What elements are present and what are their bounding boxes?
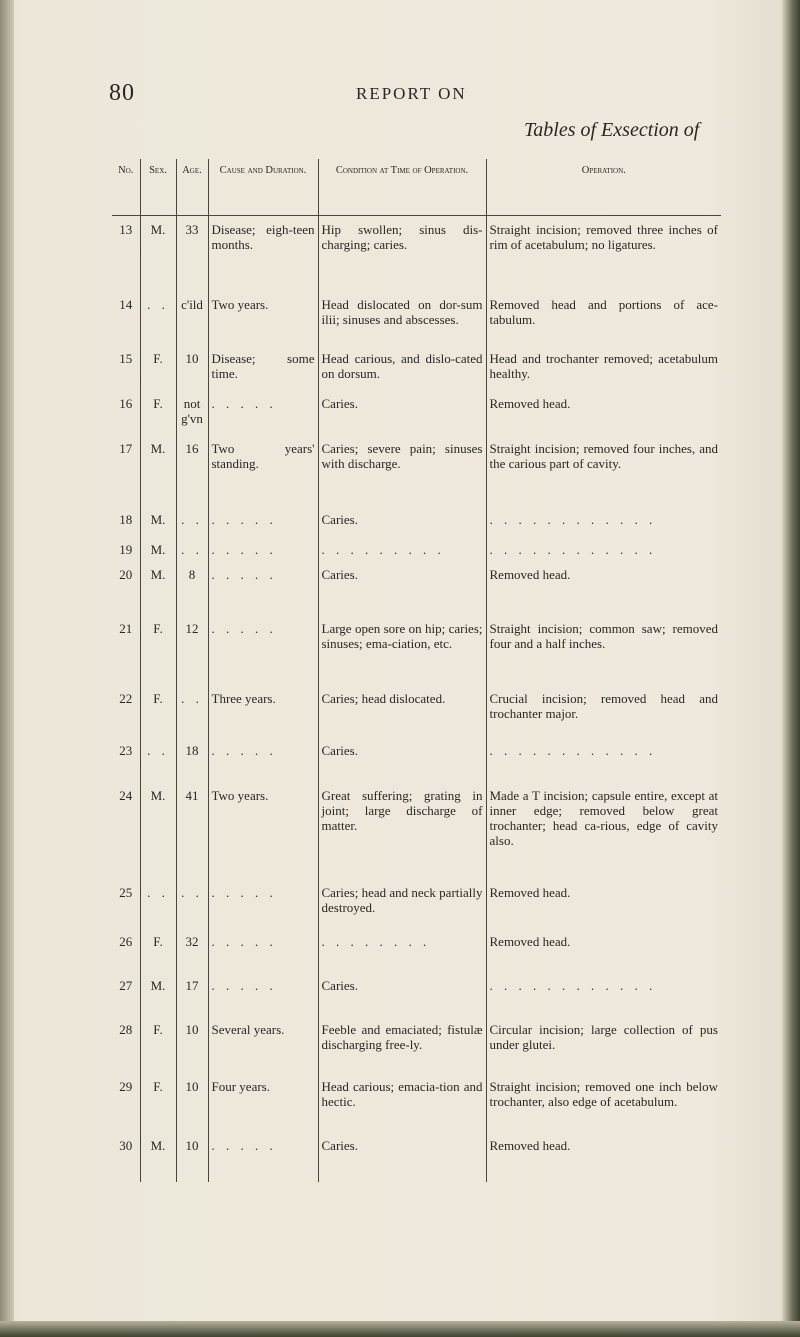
case-number: 28 [119, 1021, 133, 1037]
table-row [112, 685, 721, 737]
case-age: . . [176, 685, 208, 737]
running-head: REPORT ON [356, 84, 467, 103]
header-sex: Sex. [140, 159, 176, 216]
case-age: 12 [176, 615, 208, 685]
table-row [112, 345, 721, 390]
page-bottom-edge [0, 1321, 800, 1337]
exsection-cases-table [112, 159, 721, 1182]
table-row [112, 972, 721, 1016]
case-age: 18 [176, 737, 208, 782]
table-row [112, 737, 721, 782]
case-number: 20 [119, 566, 133, 582]
case-operation: Straight incision; removed three inches of rim of acetabulum; no ligatures. [486, 216, 721, 291]
case-age: 10 [176, 345, 208, 390]
case-cause-duration: . . . . . [208, 536, 318, 561]
case-condition: Caries. [318, 737, 486, 782]
case-sex: M. [140, 561, 176, 615]
case-sex: F. [140, 390, 176, 435]
page-right-edge [782, 0, 800, 1337]
case-operation: . . . . . . . . . . . . [486, 506, 721, 536]
case-age: . . [176, 536, 208, 561]
case-condition: Large open sore on hip; caries; sinuses; ema-ciation, etc. [318, 615, 486, 685]
case-condition: Feeble and emaciated; fistulæ discharging free-ly. [318, 1016, 486, 1073]
case-age: . . [176, 879, 208, 928]
case-number: 30 [119, 1137, 133, 1153]
case-age: 41 [176, 782, 208, 879]
case-age: not g'vn [176, 390, 208, 435]
case-condition: Caries; head dislocated. [318, 685, 486, 737]
case-condition: Hip swollen; sinus dis-charging; caries. [318, 216, 486, 291]
case-condition: Caries. [318, 390, 486, 435]
case-operation: Removed head. [486, 879, 721, 928]
case-sex: F. [140, 685, 176, 737]
case-age: 33 [176, 216, 208, 291]
page-number: 80 [109, 80, 135, 106]
case-sex: M. [140, 1132, 176, 1182]
case-number: 13 [119, 222, 133, 237]
header-operation: Operation. [486, 159, 721, 216]
case-number: 15 [119, 350, 133, 366]
table-row [112, 291, 721, 345]
table-row [112, 536, 721, 561]
case-sex: M. [140, 536, 176, 561]
case-cause-duration: . . . . . [208, 561, 318, 615]
case-age: 32 [176, 928, 208, 972]
case-number: 14 [119, 296, 133, 312]
case-sex: M. [140, 782, 176, 879]
case-operation: Removed head and portions of ace-tabulum. [486, 291, 721, 345]
case-operation: . . . . . . . . . . . . [486, 536, 721, 561]
table-row [112, 782, 721, 879]
case-age: 10 [176, 1016, 208, 1073]
case-sex: F. [140, 345, 176, 390]
table-header-row [112, 159, 721, 216]
book-spine-shadow [0, 0, 14, 1337]
table-row [112, 561, 721, 615]
case-operation: Circular incision; large collection of pus under glutei. [486, 1016, 721, 1073]
case-sex: . . [140, 879, 176, 928]
case-age: 16 [176, 435, 208, 506]
case-condition: Caries; severe pain; sinuses with discharge. [318, 435, 486, 506]
case-operation: . . . . . . . . . . . . [486, 972, 721, 1016]
case-operation: Straight incision; common saw; removed four and a half inches. [486, 615, 721, 685]
case-sex: . . [140, 291, 176, 345]
case-number: 19 [119, 541, 133, 557]
table-row [112, 1132, 721, 1182]
table-row [112, 615, 721, 685]
case-age: c'ild [176, 291, 208, 345]
case-sex: F. [140, 928, 176, 972]
table-row [112, 435, 721, 506]
case-sex: F. [140, 615, 176, 685]
table-row [112, 1016, 721, 1073]
case-operation: Straight incision; removed one inch below trochanter, also edge of acetabulum. [486, 1073, 721, 1132]
case-operation: Removed head. [486, 390, 721, 435]
header-no: No. [112, 159, 140, 216]
case-condition: Caries. [318, 506, 486, 536]
case-sex: F. [140, 1073, 176, 1132]
case-cause-duration: Three years. [208, 685, 318, 737]
case-cause-duration: Several years. [208, 1016, 318, 1073]
case-operation: Removed head. [486, 561, 721, 615]
case-sex: M. [140, 435, 176, 506]
case-condition: Caries. [318, 972, 486, 1016]
case-operation: . . . . . . . . . . . . [486, 737, 721, 782]
case-cause-duration: Two years' standing. [208, 435, 318, 506]
case-condition: Caries. [318, 561, 486, 615]
case-age: 17 [176, 972, 208, 1016]
case-operation: Crucial incision; removed head and trochanter major. [486, 685, 721, 737]
header-condition: Condition at Time of Operation. [318, 159, 486, 216]
case-number: 29 [119, 1078, 133, 1094]
case-condition: Head dislocated on dor-sum ilii; sinuses and abscesses. [318, 291, 486, 345]
case-number: 21 [119, 620, 133, 636]
table-subtitle: Tables of Exsection of [524, 119, 700, 141]
case-age: 10 [176, 1132, 208, 1182]
case-cause-duration: . . . . . [208, 879, 318, 928]
table-row [112, 928, 721, 972]
case-cause-duration: . . . . . [208, 390, 318, 435]
case-age: 8 [176, 561, 208, 615]
case-cause-duration: Two years. [208, 782, 318, 879]
table-row [112, 216, 721, 291]
header-cause-duration: Cause and Duration. [208, 159, 318, 216]
case-cause-duration: Disease; some time. [208, 345, 318, 390]
table-row [112, 390, 721, 435]
case-operation: Removed head. [486, 1132, 721, 1182]
case-condition: Great suffering; grating in joint; large discharge of matter. [318, 782, 486, 879]
case-number: 27 [119, 977, 133, 993]
case-number: 26 [119, 933, 133, 949]
case-condition: . . . . . . . . . [318, 536, 486, 561]
table-row [112, 1073, 721, 1132]
case-sex: . . [140, 737, 176, 782]
case-condition: Head carious, and dislo-cated on dorsum. [318, 345, 486, 390]
case-number: 17 [119, 440, 133, 456]
case-cause-duration: Four years. [208, 1073, 318, 1132]
case-cause-duration: . . . . . [208, 1132, 318, 1182]
case-operation: Removed head. [486, 928, 721, 972]
case-cause-duration: . . . . . [208, 928, 318, 972]
case-sex: F. [140, 1016, 176, 1073]
case-age: . . [176, 506, 208, 536]
table-row [112, 506, 721, 536]
case-cause-duration: . . . . . [208, 972, 318, 1016]
case-sex: M. [140, 216, 176, 291]
table-row [112, 879, 721, 928]
case-number: 25 [119, 884, 133, 900]
case-number: 24 [119, 787, 133, 803]
case-operation: Straight incision; removed four inches, and the carious part of cavity. [486, 435, 721, 506]
case-sex: M. [140, 506, 176, 536]
case-cause-duration: . . . . . [208, 615, 318, 685]
case-sex: M. [140, 972, 176, 1016]
case-condition: . . . . . . . . [318, 928, 486, 972]
case-condition: Head carious; emacia-tion and hectic. [318, 1073, 486, 1132]
case-operation: Head and trochanter removed; acetabulum healthy. [486, 345, 721, 390]
case-number: 23 [119, 742, 133, 758]
case-operation: Made a T incision; capsule entire, except at inner edge; removed below great trochanter; head ca-rious, edge of cavity also. [486, 782, 721, 879]
case-age: 10 [176, 1073, 208, 1132]
case-condition: Caries; head and neck partially destroyed. [318, 879, 486, 928]
case-cause-duration: . . . . . [208, 506, 318, 536]
case-condition: Caries. [318, 1132, 486, 1182]
case-number: 18 [119, 511, 133, 527]
case-number: 22 [119, 690, 133, 706]
case-cause-duration: Disease; eigh-teen months. [208, 216, 318, 291]
case-number: 16 [119, 395, 133, 411]
header-age: Age. [176, 159, 208, 216]
case-cause-duration: Two years. [208, 291, 318, 345]
case-cause-duration: . . . . . [208, 737, 318, 782]
